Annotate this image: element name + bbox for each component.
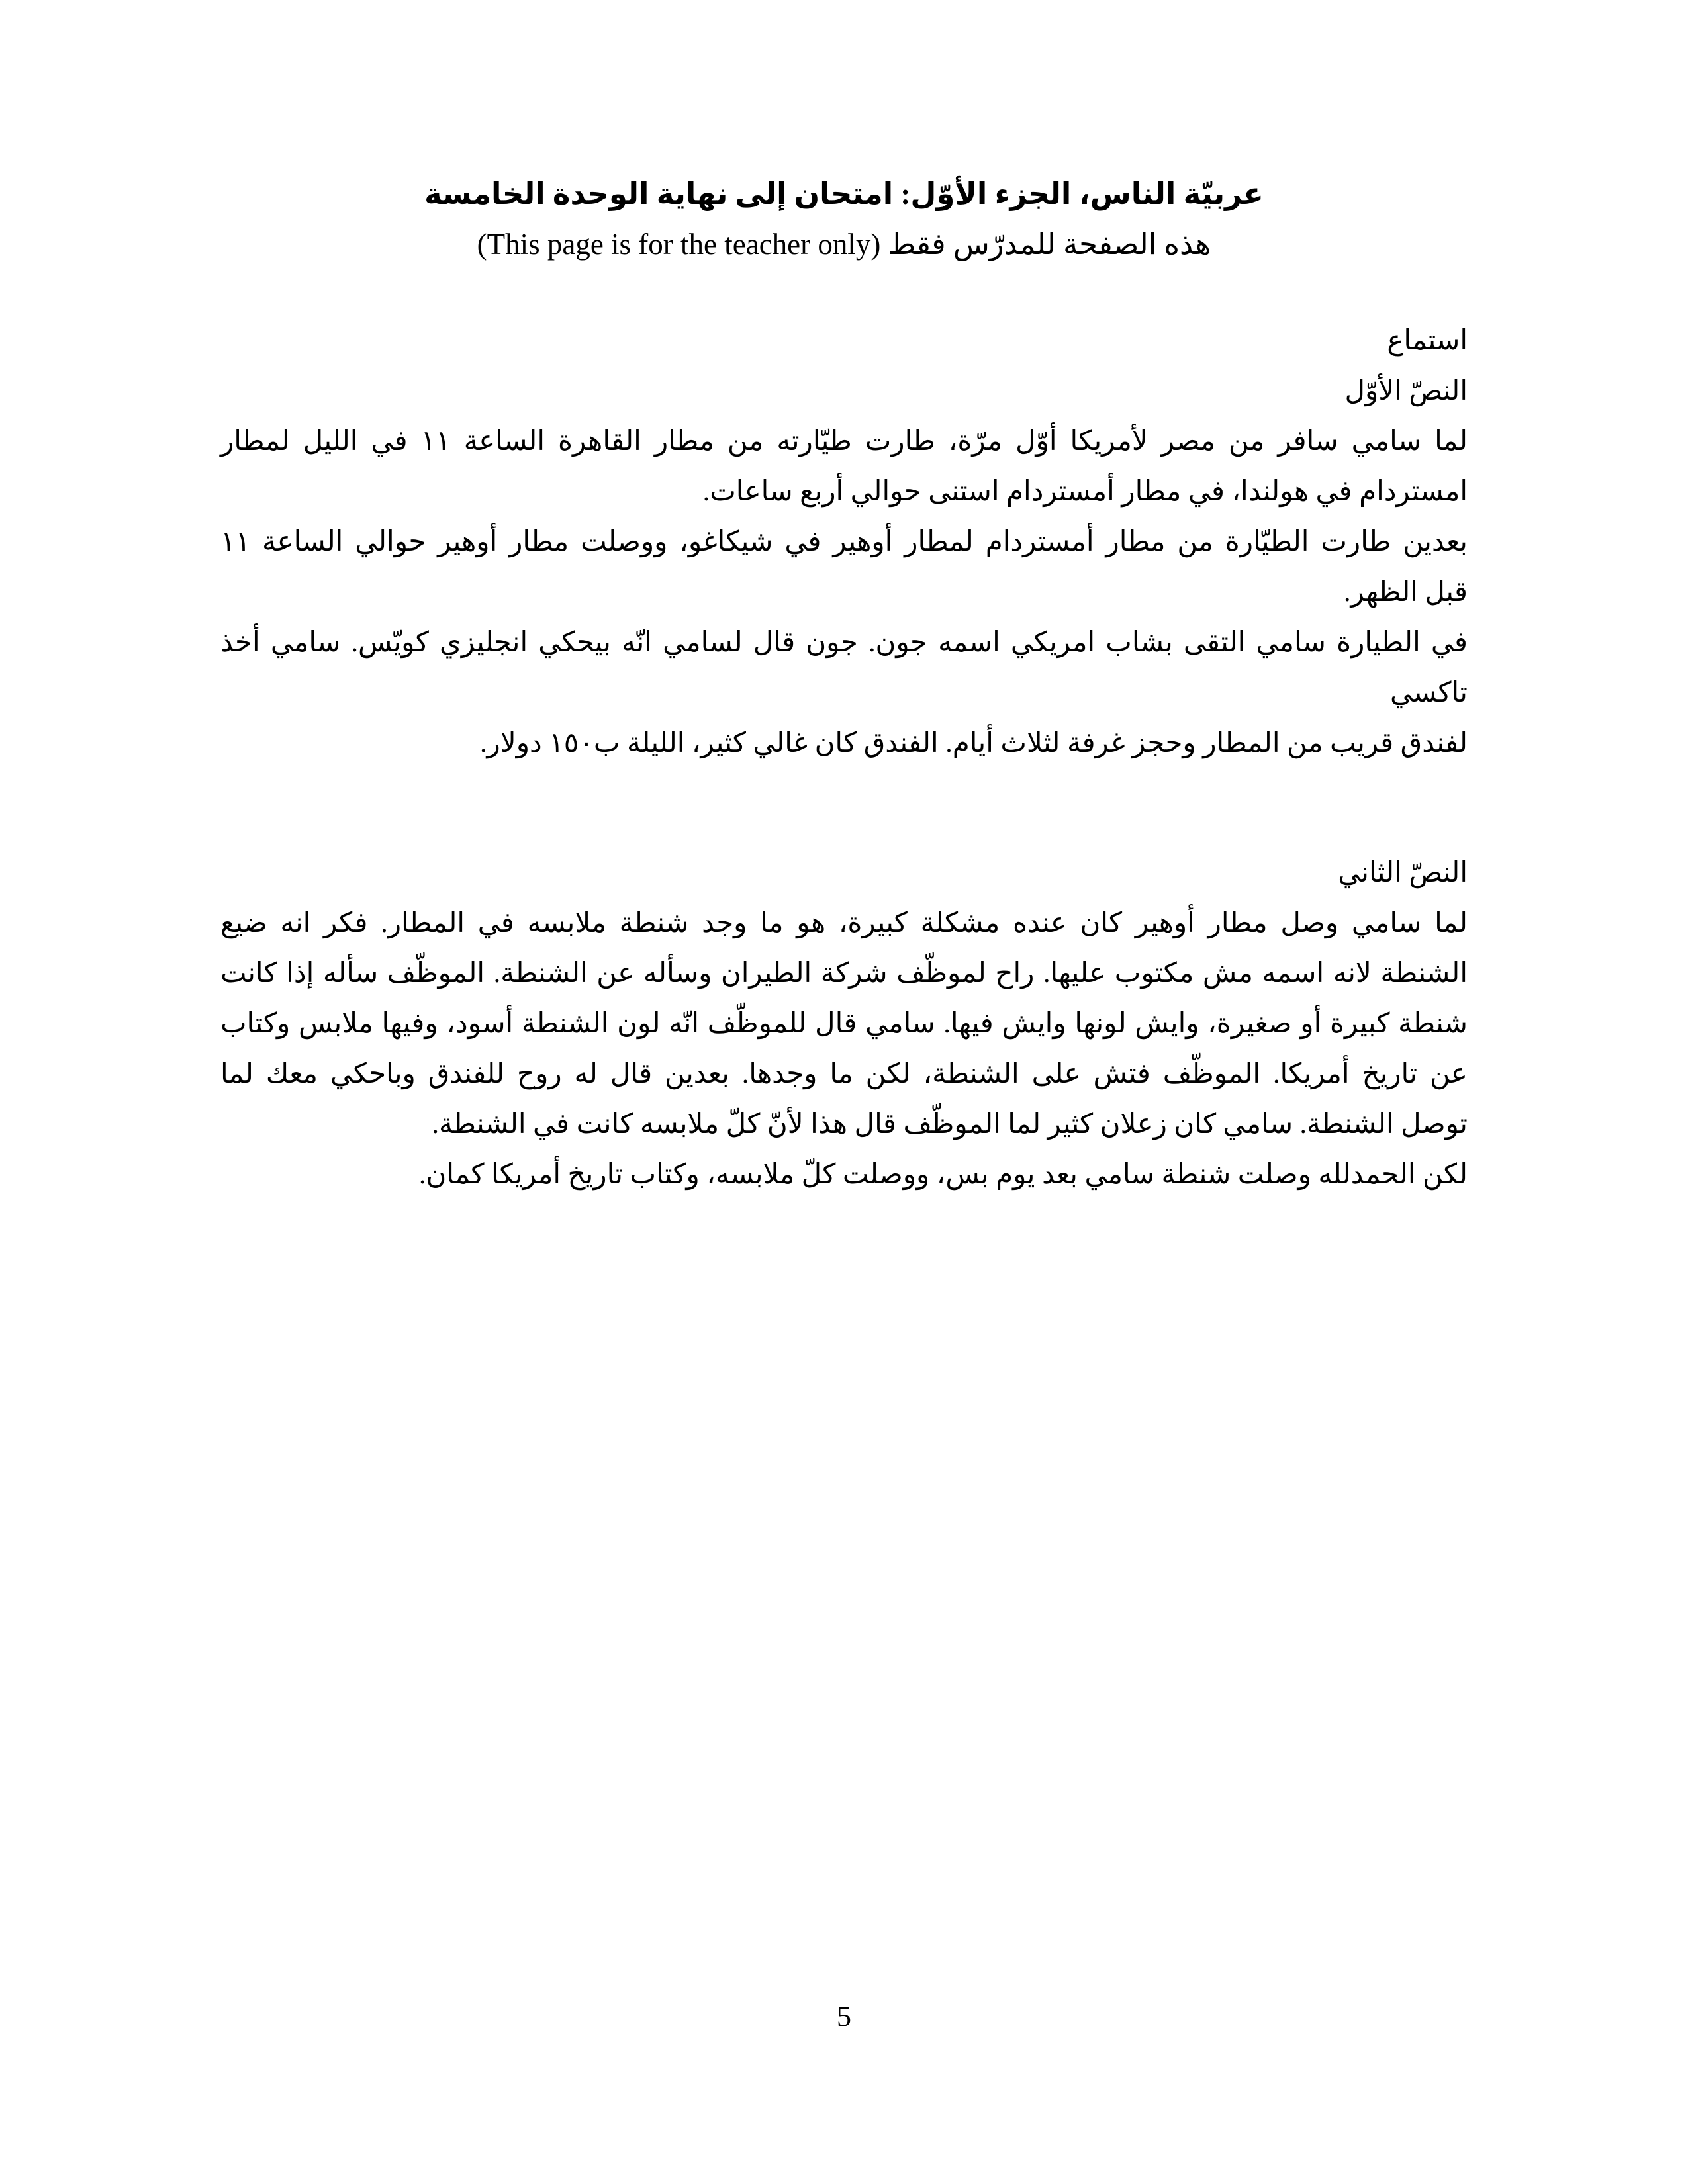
passage-line: لكن الحمدلله وصلت شنطة سامي بعد يوم بس، ووصلت كلّ ملابسه، وكتاب تاريخ أمريكا كمان. xyxy=(419,1160,1468,1190)
teacher-note-arabic: هذه الصفحة للمدرّس فقط xyxy=(888,228,1211,261)
passage-1-heading: النصّ الأوّل xyxy=(1344,376,1468,406)
listening-section xyxy=(220,316,1468,1200)
passage-line: امستردام في هولندا، في مطار أمستردام استنى حوالي أربع ساعات. xyxy=(702,477,1468,507)
passage-line: لما سامي وصل مطار أوهير كان عنده مشكلة كبيرة، هو ما وجد شنطة ملابسه في المطار. فكر انه ضيع xyxy=(220,908,1468,938)
passage-line: لما سامي سافر من مصر لأمريكا أوّل مرّة، طارت طيّارته من مطار القاهرة الساعة ١١ في الليل لمطار xyxy=(220,426,1468,457)
teacher-note-english: (This page is for the teacher only) xyxy=(477,228,881,261)
page-number: 5 xyxy=(837,2000,851,2032)
passage-2-heading: النصّ الثاني xyxy=(1338,858,1468,888)
passage-line: بعدين طارت الطيّارة من مطار أمستردام لمطار أوهير في شيكاغو، ووصلت مطار أوهير حوالي الساعة ١١ xyxy=(220,527,1468,557)
passage-line: لفندق قريب من المطار وحجز غرفة لثلاث أيام. الفندق كان غالي كثير، الليلة ب١٥٠ دولار. xyxy=(480,728,1468,758)
teacher-note-line xyxy=(220,219,1468,269)
passage-line: شنطة كبيرة أو صغيرة، وايش لونها وايش فيها. سامي قال للموظّف انّه لون الشنطة أسود، وفيها ملابس وكتاب xyxy=(220,1009,1468,1039)
section-label-listening: استماع xyxy=(1387,326,1468,356)
exam-title: عربيّة الناس، الجزء الأوّل: امتحان إلى نهاية الوحدة الخامسة xyxy=(424,177,1264,210)
text-column xyxy=(220,0,1468,1200)
passage-line: عن تاريخ أمريكا. الموظّف فتش على الشنطة، لكن ما وجدها. بعدين قال له روح للفندق وباحكي معك لما xyxy=(220,1059,1468,1089)
passage-line: في الطيارة سامي التقى بشاب امريكي اسمه جون. جون قال لسامي انّه بيحكي انجليزي كويّس. سامي أخذ تاكسي xyxy=(220,627,1468,708)
passage-line: الشنطة لانه اسمه مش مكتوب عليها. راح لموظّف شركة الطيران وسأله عن الشنطة. الموظّف سأله إذا كانت xyxy=(220,958,1468,989)
passage-line: قبل الظهر. xyxy=(1343,577,1468,608)
passage-gap xyxy=(220,768,1468,848)
passage-line: توصل الشنطة. سامي كان زعلان كثير لما الموظّف قال هذا لأنّ كلّ ملابسه كانت في الشنطة. xyxy=(432,1109,1468,1140)
